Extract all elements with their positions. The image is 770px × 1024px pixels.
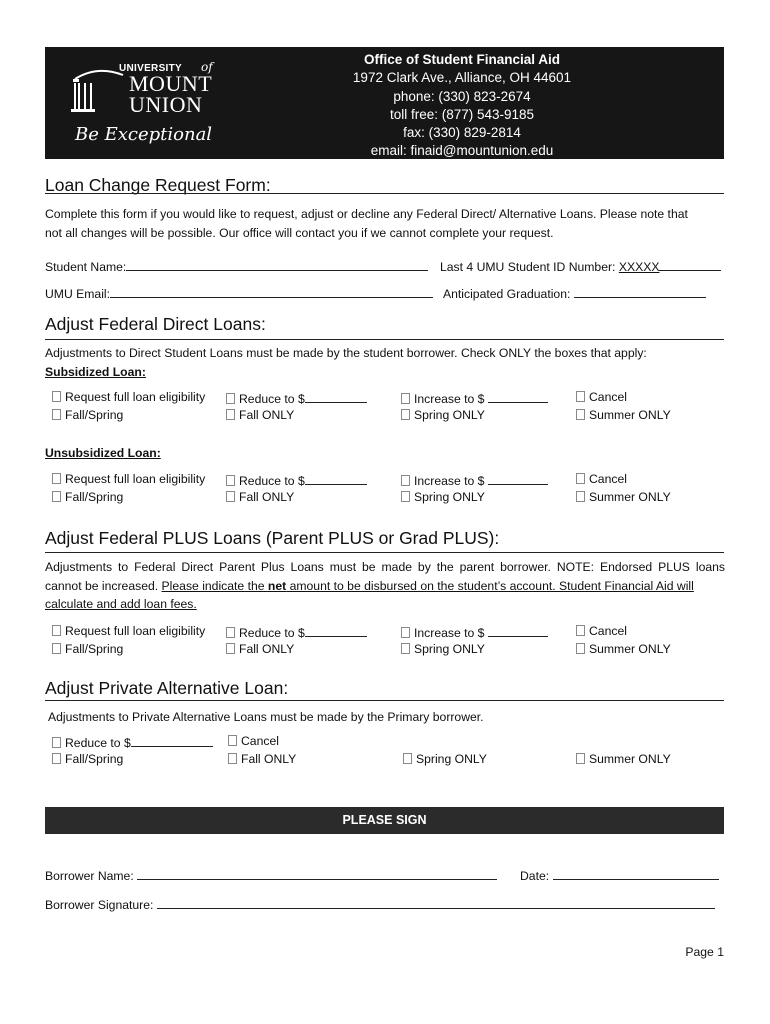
sub-increase-option[interactable]	[401, 390, 548, 406]
checkbox[interactable]	[52, 753, 61, 764]
checkbox[interactable]	[52, 409, 61, 420]
option-label: Fall/Spring	[65, 752, 124, 766]
option-label: Spring ONLY	[414, 642, 485, 656]
private-loan-title: Adjust Private Alternative Loan:	[45, 678, 289, 698]
office-contact	[332, 51, 592, 161]
student-name-field[interactable]	[45, 258, 428, 277]
form-title: Loan Change Request Form:	[45, 175, 271, 195]
checkbox[interactable]	[403, 753, 412, 764]
amount-line[interactable]	[488, 390, 548, 403]
option-label: Reduce to $	[65, 736, 131, 750]
option-label: Fall ONLY	[239, 408, 295, 422]
checkbox[interactable]	[576, 391, 585, 402]
plus-reduce-option[interactable]	[226, 624, 367, 640]
office-title: Office of Student Financial Aid	[363, 52, 560, 67]
option-label: Summer ONLY	[589, 408, 671, 422]
plus-note-instruction	[162, 579, 694, 593]
office-phone: phone: (330) 823-2674	[393, 88, 531, 104]
checkbox[interactable]	[226, 643, 235, 654]
checkbox[interactable]	[52, 737, 61, 748]
plus-note-part: Please indicate the	[161, 578, 268, 593]
please-sign-bar: PLEASE SIGN	[45, 807, 724, 834]
plus-summer-only-option[interactable]	[576, 642, 671, 656]
intro-text	[45, 205, 735, 242]
date-field[interactable]	[520, 867, 719, 886]
amount-line[interactable]	[131, 734, 213, 747]
student-id-line[interactable]	[659, 258, 721, 271]
unsub-increase-option[interactable]	[401, 472, 548, 488]
option-label: Cancel	[589, 624, 627, 638]
checkbox[interactable]	[226, 409, 235, 420]
borrower-signature-field[interactable]	[45, 896, 715, 915]
private-summer-only-option[interactable]	[576, 752, 671, 766]
checkbox[interactable]	[401, 409, 410, 420]
checkbox[interactable]	[52, 391, 61, 402]
plus-note-line-1: Adjustments to Federal Direct Parent Plus Loans must be made by the parent borrower. NOTE: Endorsed PLUS loans	[45, 560, 725, 574]
option-label: Fall/Spring	[65, 642, 124, 656]
logo-tagline: Be Exceptional	[75, 124, 213, 145]
office-tollfree: toll free: (877) 543-9185	[389, 106, 535, 122]
private-fall-only-option[interactable]	[228, 752, 296, 766]
option-label: Request full loan eligibility	[65, 472, 206, 486]
checkbox[interactable]	[576, 409, 585, 420]
graduation-label: Anticipated Graduation:	[443, 287, 571, 301]
option-label: Summer ONLY	[589, 752, 671, 766]
plus-note-net: net	[267, 578, 287, 593]
intro-line-1: Complete this form if you would like to request, adjust or decline any Federal Direct/ Alternative Loans. Please note that	[45, 207, 688, 221]
unsub-summer-only-option[interactable]	[576, 490, 671, 504]
logo-union-text: UNION	[129, 92, 203, 117]
email-field[interactable]	[45, 285, 433, 304]
logo-mount-text: MOUNT	[129, 71, 213, 96]
plus-spring-only-option[interactable]	[401, 642, 485, 656]
option-label: Increase to $	[414, 626, 485, 640]
checkbox[interactable]	[226, 491, 235, 502]
option-label: Spring ONLY	[414, 408, 485, 422]
amount-line[interactable]	[488, 624, 548, 637]
checkbox[interactable]	[576, 643, 585, 654]
unsub-cancel-option[interactable]	[576, 472, 627, 486]
checkbox[interactable]	[52, 473, 61, 484]
student-name-line[interactable]	[126, 258, 428, 271]
plus-cancel-option[interactable]	[576, 624, 627, 638]
intro-line-2: not all changes will be possible. Our office will contact you if we cannot complete your request.	[45, 225, 554, 240]
page-number: Page 1	[685, 945, 724, 959]
private-loan-rule	[45, 700, 724, 701]
checkbox[interactable]	[576, 625, 585, 636]
private-cancel-option[interactable]	[228, 734, 279, 748]
plus-increase-option[interactable]	[401, 624, 548, 640]
option-label: Fall/Spring	[65, 408, 124, 422]
option-label: Spring ONLY	[414, 490, 485, 504]
plus-note-part: amount to be disbursed on the student’s account. Student Financial Aid will	[286, 578, 694, 593]
subsidized-label: Subsidized Loan:	[45, 365, 146, 379]
option-label: Request full loan eligibility	[65, 624, 206, 638]
option-label: Increase to $	[414, 474, 485, 488]
option-label: Spring ONLY	[416, 752, 487, 766]
amount-line[interactable]	[305, 472, 367, 485]
amount-line[interactable]	[488, 472, 548, 485]
checkbox[interactable]	[576, 753, 585, 764]
checkbox[interactable]	[228, 753, 237, 764]
sub-spring-only-option[interactable]	[401, 408, 485, 422]
checkbox[interactable]	[576, 473, 585, 484]
plus-note-part: cannot be increased.	[45, 578, 162, 593]
sub-fall-spring-option[interactable]	[52, 408, 123, 422]
private-fall-spring-option[interactable]	[52, 752, 123, 766]
amount-line[interactable]	[305, 624, 367, 637]
option-label: Fall ONLY	[239, 490, 295, 504]
logo-of-text: of	[201, 60, 213, 74]
email-line[interactable]	[110, 285, 433, 298]
sub-summer-only-option[interactable]	[576, 408, 671, 422]
sub-request-full-option[interactable]	[52, 390, 205, 404]
plus-loans-rule	[45, 552, 724, 553]
plus-loans-title: Adjust Federal PLUS Loans (Parent PLUS or Grad PLUS):	[45, 528, 500, 548]
graduation-field[interactable]	[443, 285, 706, 304]
borrower-name-line[interactable]	[137, 867, 497, 880]
borrower-name-field[interactable]	[45, 867, 497, 886]
office-address: 1972 Clark Ave., Alliance, OH 44601	[352, 70, 572, 86]
checkbox[interactable]	[401, 643, 410, 654]
sub-cancel-option[interactable]	[576, 390, 627, 404]
university-logo	[67, 59, 267, 153]
direct-loans-rule	[45, 339, 724, 340]
checkbox[interactable]	[576, 491, 585, 502]
checkbox[interactable]	[52, 643, 61, 654]
plus-fall-only-option[interactable]	[226, 642, 294, 656]
option-label: Fall ONLY	[239, 642, 295, 656]
option-label: Reduce to $	[239, 392, 305, 406]
private-loan-note: Adjustments to Private Alternative Loans must be made by the Primary borrower.	[48, 710, 484, 724]
building-icon	[69, 65, 125, 123]
checkbox[interactable]	[401, 475, 410, 486]
checkbox[interactable]	[226, 393, 235, 404]
plus-request-full-option[interactable]	[52, 624, 205, 638]
checkbox[interactable]	[226, 627, 235, 638]
student-name-label: Student Name:	[45, 260, 127, 274]
option-label: Reduce to $	[239, 474, 305, 488]
checkbox[interactable]	[52, 625, 61, 636]
plus-fall-spring-option[interactable]	[52, 642, 123, 656]
email-label: UMU Email:	[45, 287, 111, 301]
plus-loans-note	[45, 558, 725, 614]
date-line[interactable]	[553, 867, 719, 880]
borrower-name-label: Borrower Name:	[45, 869, 134, 883]
graduation-line[interactable]	[574, 285, 706, 298]
checkbox[interactable]	[228, 735, 237, 746]
direct-loans-title: Adjust Federal Direct Loans:	[45, 314, 266, 334]
plus-note-line-3: calculate and add loan fees.	[45, 597, 197, 611]
unsub-request-full-option[interactable]	[52, 472, 205, 486]
borrower-signature-label: Borrower Signature:	[45, 898, 154, 912]
logo-university-text: UNIVERSITY	[119, 63, 183, 74]
amount-line[interactable]	[305, 390, 367, 403]
sub-fall-only-option[interactable]	[226, 408, 294, 422]
option-label: Reduce to $	[239, 626, 305, 640]
plus-note-line-2	[45, 577, 725, 596]
option-label: Fall/Spring	[65, 490, 124, 504]
option-label: Cancel	[589, 472, 627, 486]
option-label: Increase to $	[414, 392, 485, 406]
title-rule	[45, 193, 724, 194]
unsub-spring-only-option[interactable]	[401, 490, 485, 504]
option-label: Cancel	[241, 734, 279, 748]
direct-loans-note: Adjustments to Direct Student Loans must be made by the student borrower. Check ONLY the boxes that apply:	[45, 346, 647, 360]
student-id-value: XXXXX	[618, 260, 660, 274]
private-spring-only-option[interactable]	[403, 752, 487, 766]
checkbox[interactable]	[401, 627, 410, 638]
option-label: Request full loan eligibility	[65, 390, 206, 404]
checkbox[interactable]	[401, 393, 410, 404]
unsub-fall-spring-option[interactable]	[52, 490, 123, 504]
unsub-reduce-option[interactable]	[226, 472, 367, 488]
header-banner	[45, 47, 724, 159]
student-id-field[interactable]	[440, 258, 721, 277]
option-label: Cancel	[589, 390, 627, 404]
unsubsidized-label: Unsubsidized Loan:	[45, 446, 161, 460]
option-label: Summer ONLY	[589, 642, 671, 656]
borrower-signature-line[interactable]	[157, 896, 715, 909]
sub-reduce-option[interactable]	[226, 390, 367, 406]
office-fax: fax: (330) 829-2814	[403, 125, 521, 141]
option-label: Summer ONLY	[589, 490, 671, 504]
private-reduce-option[interactable]	[52, 734, 213, 750]
student-id-label: Last 4 UMU Student ID Number:	[440, 260, 616, 274]
unsub-fall-only-option[interactable]	[226, 490, 294, 504]
checkbox[interactable]	[401, 491, 410, 502]
office-email[interactable]: email: finaid@mountunion.edu	[370, 143, 554, 159]
checkbox[interactable]	[226, 475, 235, 486]
date-label: Date:	[520, 869, 550, 883]
option-label: Fall ONLY	[241, 752, 297, 766]
checkbox[interactable]	[52, 491, 61, 502]
